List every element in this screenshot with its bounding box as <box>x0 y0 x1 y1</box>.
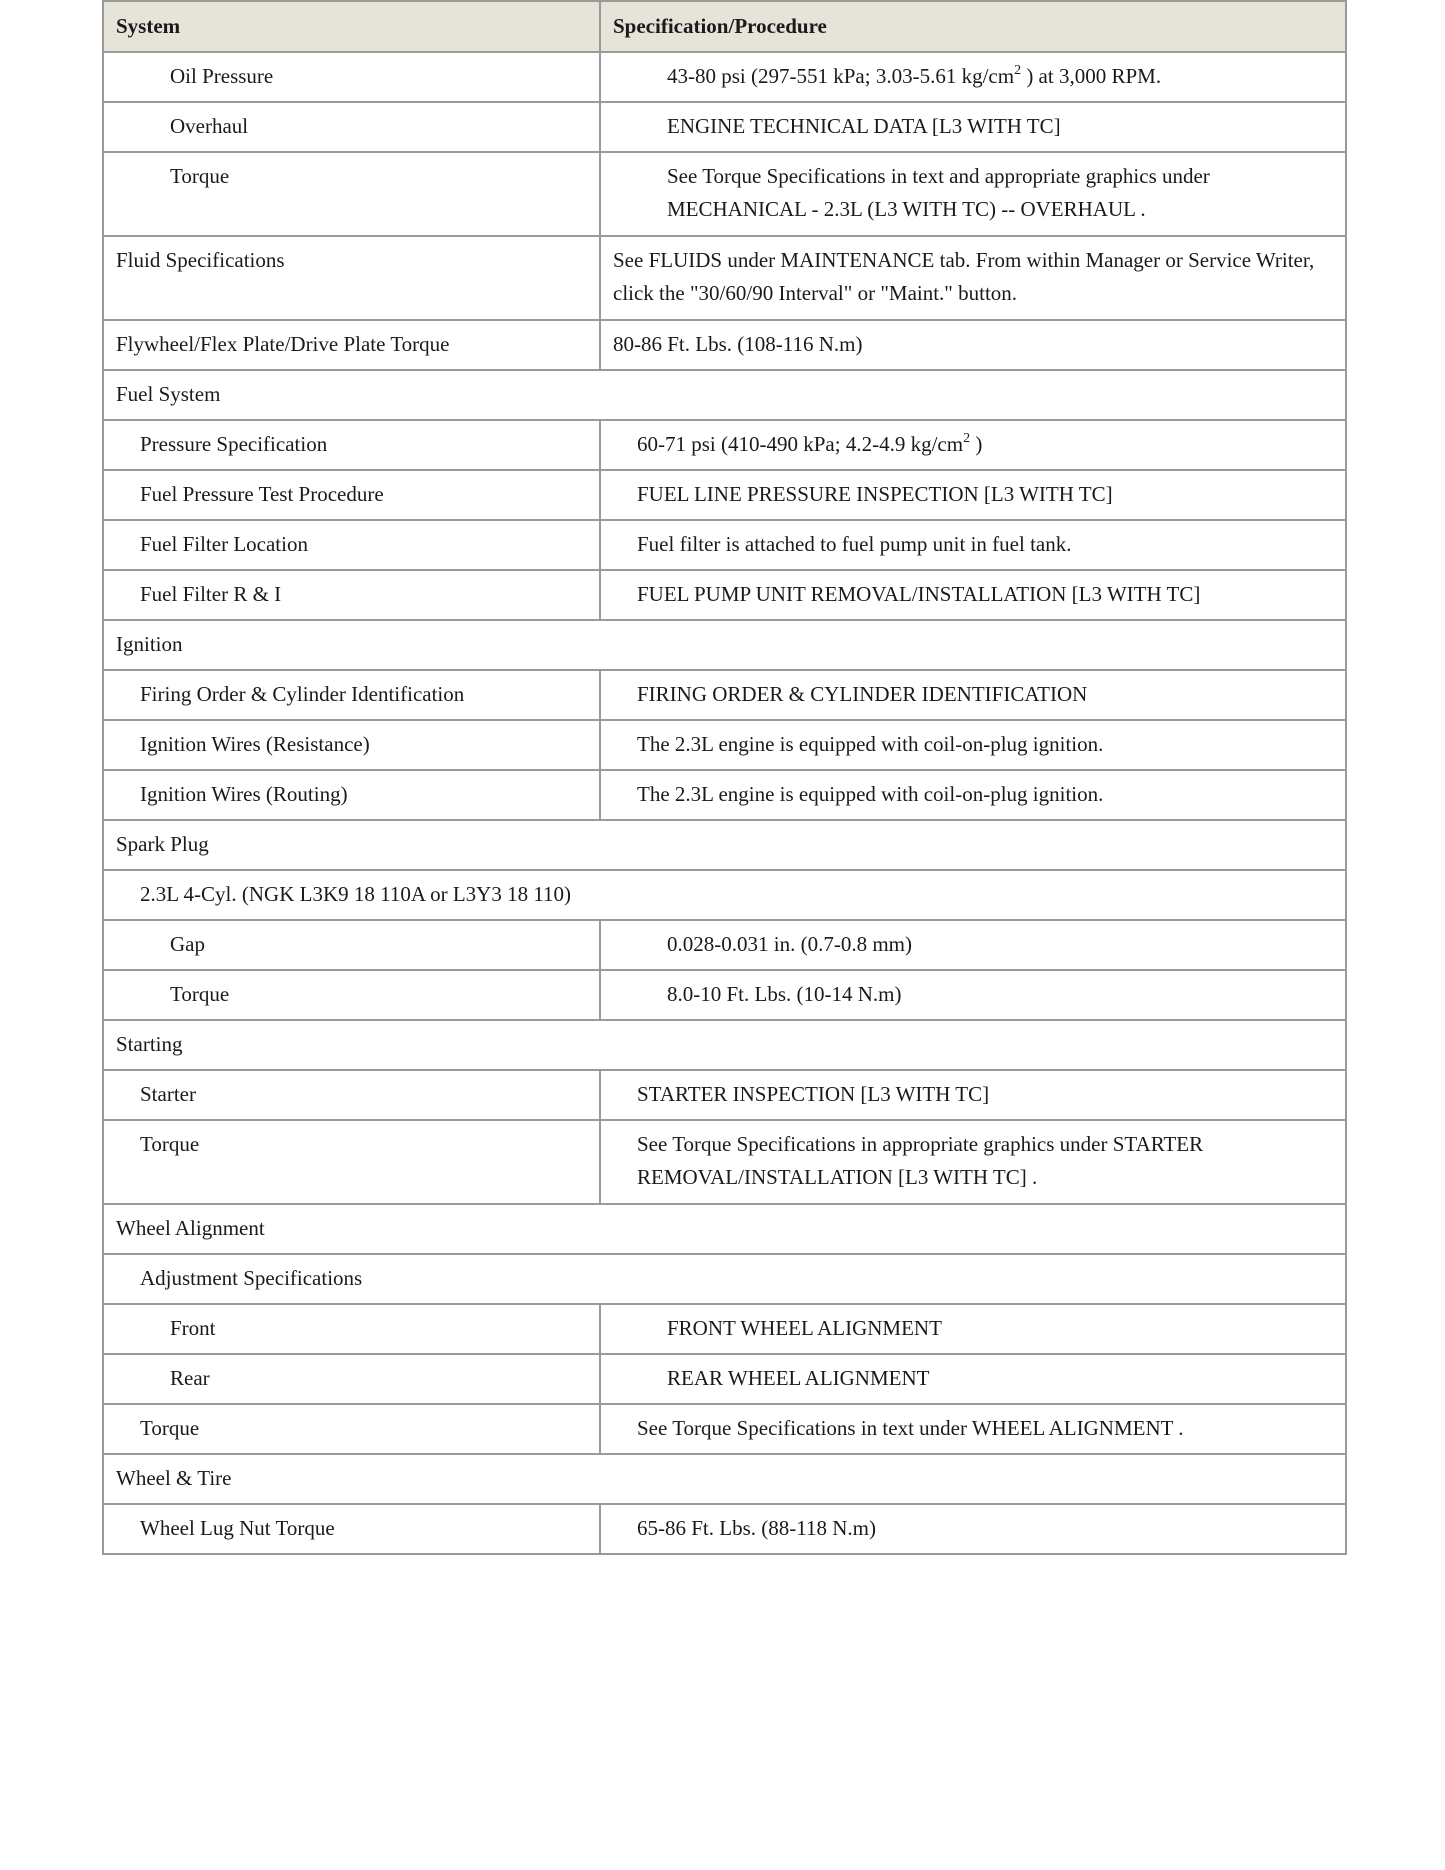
table-row <box>103 320 1346 370</box>
spec-cell: 80-86 Ft. Lbs. (108-116 N.m) <box>600 320 1346 370</box>
spec-cell: REAR WHEEL ALIGNMENT <box>600 1354 1346 1404</box>
table-header-row <box>103 1 1346 52</box>
system-cell: Flywheel/Flex Plate/Drive Plate Torque <box>103 320 600 370</box>
table-row <box>103 1304 1346 1354</box>
spec-cell: See Torque Specifications in appropriate graphics under STARTER REMOVAL/INSTALLATION [L3 WITH TC] . <box>600 1120 1346 1204</box>
system-cell: Overhaul <box>103 102 600 152</box>
table-row <box>103 1404 1346 1454</box>
table-row <box>103 920 1346 970</box>
table-row <box>103 770 1346 820</box>
spec-cell: Fuel filter is attached to fuel pump unit in fuel tank. <box>600 520 1346 570</box>
header-system: System <box>103 1 600 52</box>
spec-cell: 0.028-0.031 in. (0.7-0.8 mm) <box>600 920 1346 970</box>
system-cell: Ignition Wires (Resistance) <box>103 720 600 770</box>
spec-cell: See Torque Specifications in text under WHEEL ALIGNMENT . <box>600 1404 1346 1454</box>
table-row <box>103 420 1346 470</box>
spec-cell: 43-80 psi (297-551 kPa; 3.03-5.61 $kg/cm^2$ ) at 3,000 RPM. <box>600 52 1346 102</box>
table-row <box>103 520 1346 570</box>
section-heading: Fuel System <box>103 370 1346 420</box>
subsection-heading: Adjustment Specifications <box>103 1254 1346 1304</box>
subsection-row <box>103 1254 1346 1304</box>
system-cell: Rear <box>103 1354 600 1404</box>
table-row <box>103 970 1346 1020</box>
section-row <box>103 1454 1346 1504</box>
system-cell: Torque <box>103 152 600 236</box>
table-row <box>103 1504 1346 1554</box>
spec-cell: 65-86 Ft. Lbs. (88-118 N.m) <box>600 1504 1346 1554</box>
section-heading: Wheel & Tire <box>103 1454 1346 1504</box>
spec-cell: FRONT WHEEL ALIGNMENT <box>600 1304 1346 1354</box>
spec-cell: FUEL PUMP UNIT REMOVAL/INSTALLATION [L3 WITH TC] <box>600 570 1346 620</box>
section-row <box>103 370 1346 420</box>
system-cell: Fuel Filter R & I <box>103 570 600 620</box>
table-row <box>103 720 1346 770</box>
table-row <box>103 570 1346 620</box>
table-row <box>103 1120 1346 1204</box>
spec-cell: ENGINE TECHNICAL DATA [L3 WITH TC] <box>600 102 1346 152</box>
spec-cell: The 2.3L engine is equipped with coil-on-plug ignition. <box>600 720 1346 770</box>
system-cell: Firing Order & Cylinder Identification <box>103 670 600 720</box>
section-heading: Wheel Alignment <box>103 1204 1346 1254</box>
system-cell: Front <box>103 1304 600 1354</box>
system-cell: Oil Pressure <box>103 52 600 102</box>
spec-cell: 60-71 psi (410-490 kPa; 4.2-4.9 $kg/cm^2$ ) <box>600 420 1346 470</box>
section-heading: Spark Plug <box>103 820 1346 870</box>
spec-cell: See FLUIDS under MAINTENANCE tab. From within Manager or Service Writer, click the "30/60/90 Interval" or "Maint." button. <box>600 236 1346 320</box>
table-row <box>103 1354 1346 1404</box>
system-cell: Torque <box>103 970 600 1020</box>
section-row <box>103 1204 1346 1254</box>
subsection-row <box>103 870 1346 920</box>
section-heading: Ignition <box>103 620 1346 670</box>
spec-cell: FIRING ORDER & CYLINDER IDENTIFICATION <box>600 670 1346 720</box>
system-cell: Fuel Pressure Test Procedure <box>103 470 600 520</box>
system-cell: Wheel Lug Nut Torque <box>103 1504 600 1554</box>
section-row <box>103 1020 1346 1070</box>
spec-cell: STARTER INSPECTION [L3 WITH TC] <box>600 1070 1346 1120</box>
section-heading: Starting <box>103 1020 1346 1070</box>
system-cell: Torque <box>103 1404 600 1454</box>
system-cell: Ignition Wires (Routing) <box>103 770 600 820</box>
spec-cell: FUEL LINE PRESSURE INSPECTION [L3 WITH TC] <box>600 470 1346 520</box>
spec-cell: 8.0-10 Ft. Lbs. (10-14 N.m) <box>600 970 1346 1020</box>
system-cell: Torque <box>103 1120 600 1204</box>
system-cell: Starter <box>103 1070 600 1120</box>
table-row <box>103 152 1346 236</box>
table-row <box>103 236 1346 320</box>
system-cell: Fluid Specifications <box>103 236 600 320</box>
system-cell: Gap <box>103 920 600 970</box>
spec-table <box>102 0 1347 1555</box>
table-row <box>103 470 1346 520</box>
table-row <box>103 52 1346 102</box>
section-row <box>103 620 1346 670</box>
spec-cell: See Torque Specifications in text and appropriate graphics under MECHANICAL - 2.3L (L3 WITH TC) -- OVERHAUL . <box>600 152 1346 236</box>
spec-cell: The 2.3L engine is equipped with coil-on-plug ignition. <box>600 770 1346 820</box>
table-row <box>103 1070 1346 1120</box>
header-spec: Specification/Procedure <box>600 1 1346 52</box>
section-row <box>103 820 1346 870</box>
system-cell: Pressure Specification <box>103 420 600 470</box>
table-row <box>103 102 1346 152</box>
subsection-heading: 2.3L 4-Cyl. (NGK L3K9 18 110A or L3Y3 18 110) <box>103 870 1346 920</box>
system-cell: Fuel Filter Location <box>103 520 600 570</box>
table-row <box>103 670 1346 720</box>
